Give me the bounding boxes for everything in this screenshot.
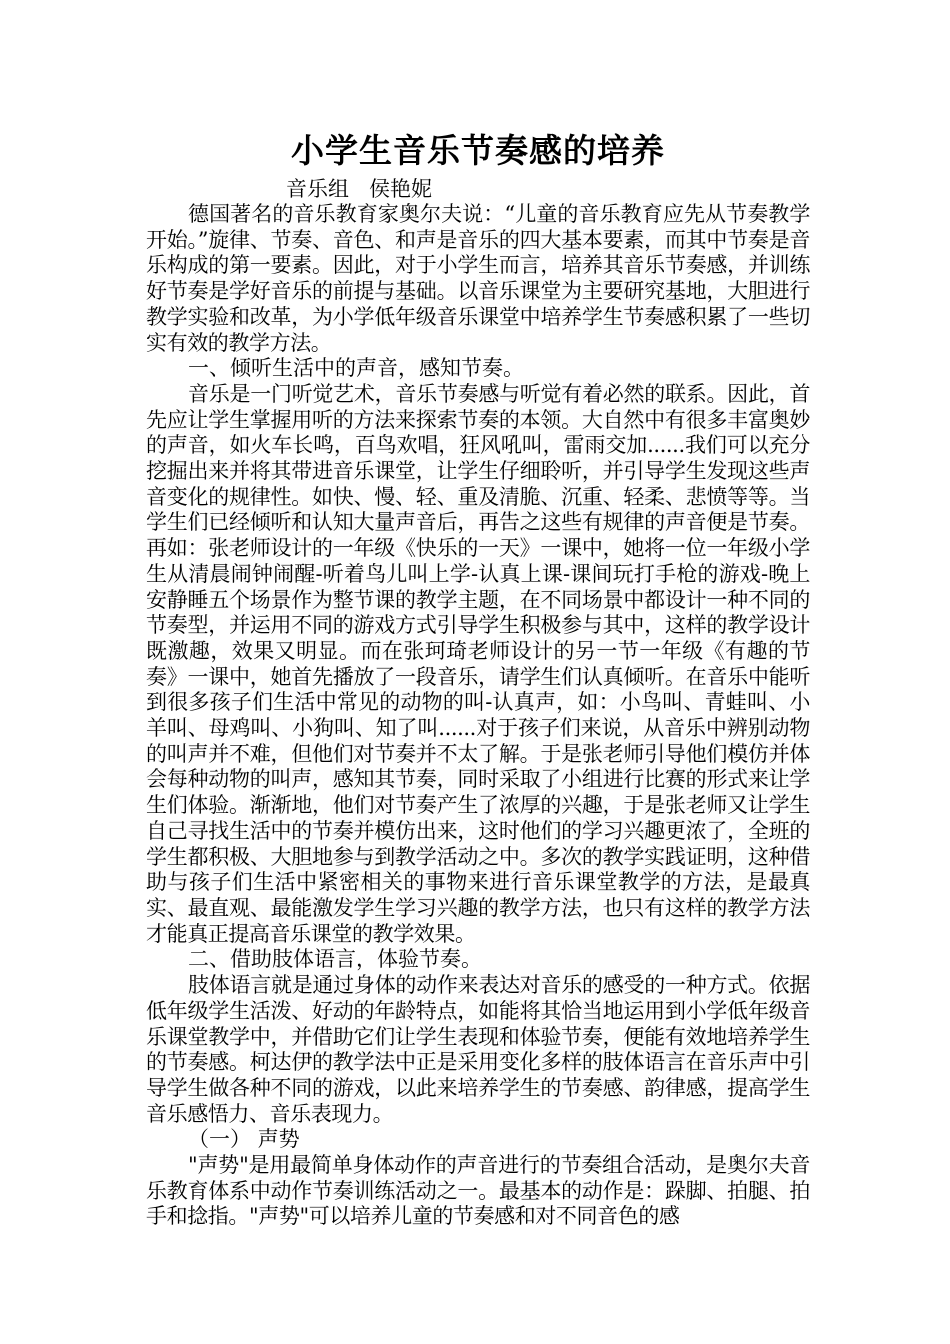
document-page — [146, 125, 810, 1230]
paragraph: 肢体语言就是通过身体的动作来表达对音乐的感受的一种方式。依据低年级学生活泼、好动的年龄特点，如能将其恰当地运用到小学低年级音乐课堂教学中，并借助它们让学生表现和体验节奏，便能有效地培养学生的节奏感。柯达伊的教学法中正是采用变化多样的肢体语言在音乐声中引导学生做各种不同的游戏，以此来培养学生的节奏感、韵律感，提高学生音乐感悟力、音乐表现力。 — [146, 973, 810, 1126]
section-heading: 二、借助肢体语言，体验节奏。 — [188, 947, 482, 972]
section-heading: （一） 声势 — [188, 1127, 300, 1152]
paragraph: "声势"是用最简单身体动作的声音进行的节奏组合活动，是奥尔夫音乐教育体系中动作节奏训练活动之一。最基本的动作是：跺脚、拍腿、拍手和捻指。"声势"可以培养儿童的节奏感和对不同音色的感 — [146, 1153, 810, 1229]
section-heading: 一、倾听生活中的声音，感知节奏。 — [188, 356, 524, 381]
document-author: 音乐组 侯艳妮 — [286, 177, 433, 201]
paragraph: 音乐是一门听觉艺术，音乐节奏感与听觉有着必然的联系。因此，首先应让学生掌握用听的方法来探索节奏的本领。大自然中有很多丰富奥妙的声音，如火车长鸣，百鸟欢唱，狂风吼叫，雷雨交加......我们可以充分挖掘出来并将其带进音乐课堂，让学生仔细聆听，并引导学生发现这些声音变化的规律性。如快、慢、轻、重及清脆、沉重、轻柔、悲愤等等。当学生们已经倾听和认知大量声音后，再告之这些有规律的声音便是节奏。再如：张老师设计的一年级《快乐的一天》一课中，她将一位一年级小学生从清晨闹钟闹醒-听着鸟儿叫上学-认真上课-课间玩打手枪的游戏-晚上安静睡五个场景作为整节课的教学主题，在不同场景中都设计一种不同的节奏型，并运用不同的游戏方式引导学生积极参与其中，这样的教学设计既激趣，效果又明显。而在张珂琦老师设计的另一节一年级《有趣的节奏》一课中，她首先播放了一段音乐，请学生们认真倾听。在音乐中能听到很多孩子们生活中常见的动物的叫-认真声，如：小鸟叫、青蛙叫、小羊叫、母鸡叫、小狗叫、知了叫......对于孩子们来说，从音乐中辨别动物的叫声并不难，但他们对节奏并不太了解。于是张老师引导他们模仿并体会每种动物的叫声，感知其节奏，同时采取了小组进行比赛的形式来让学生们体验。渐渐地，他们对节奏产生了浓厚的兴趣，于是张老师又让学生自己寻找生活中的节奏并模仿出来，这时他们的学习兴趣更浓了，全班的学生都积极、大胆地参与到教学活动之中。多次的教学实践证明，这种借助与孩子们生活中紧密相关的事物来进行音乐课堂教学的方法，是最真实、最直观、最能激发学生学习兴趣的教学方法，也只有这样的教学方法才能真正提高音乐课堂的教学效果。 — [146, 381, 810, 946]
paragraph: 德国著名的音乐教育家奥尔夫说：“儿童的音乐教育应先从节奏教学开始。”旋律、节奏、音色、和声是音乐的四大基本要素，而其中节奏是音乐构成的第一要素。因此，对于小学生而言，培养其音乐节奏感，并训练好节奏是学好音乐的前提与基础。以音乐课堂为主要研究基地，大胆进行教学实验和改革，为小学低年级音乐课堂中培养学生节奏感积累了一些切实有效的教学方法。 — [146, 202, 810, 355]
document-body — [146, 202, 810, 1230]
document-title: 小学生音乐节奏感的培养 — [291, 131, 665, 170]
